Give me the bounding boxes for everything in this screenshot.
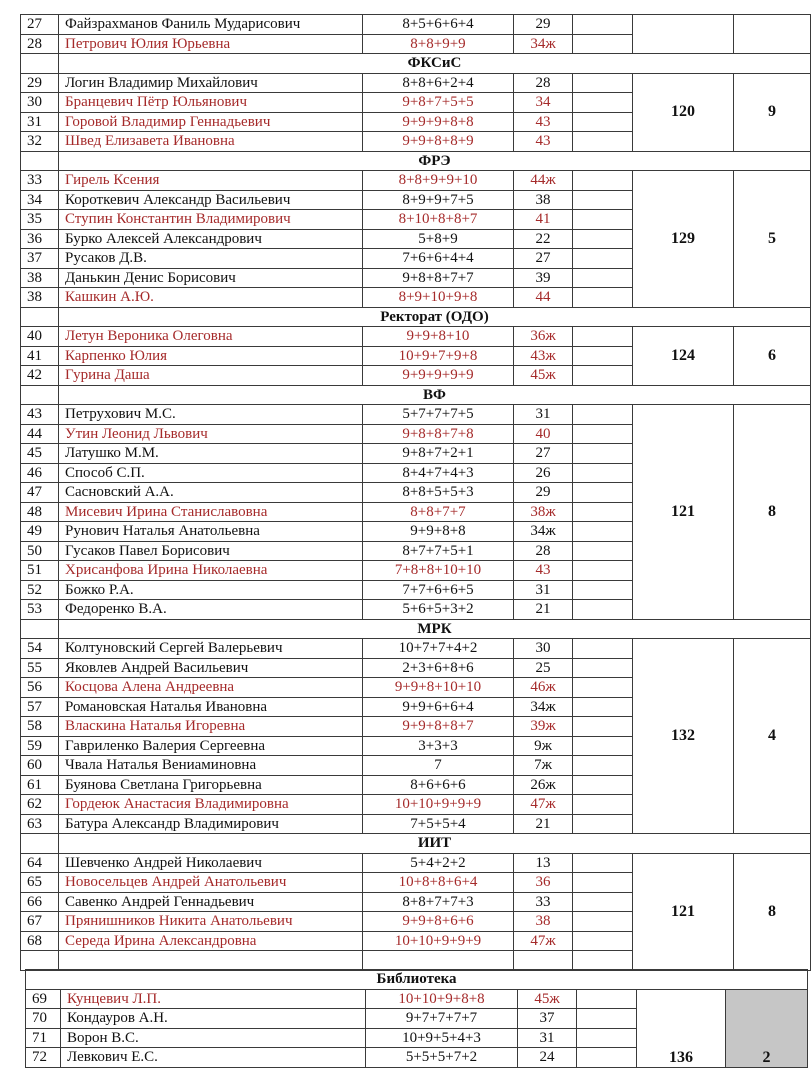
- participant-total: 36ж: [514, 327, 573, 347]
- score-breakdown: 8+10+8+8+7: [363, 210, 514, 230]
- group-total: [633, 15, 734, 54]
- row-number: 66: [21, 892, 59, 912]
- participant-name: Буянова Светлана Григорьевна: [59, 775, 363, 795]
- participant-total: 21: [514, 814, 573, 834]
- score-breakdown: 8+8+9+9: [363, 34, 514, 54]
- score-breakdown: 8+8+6+2+4: [363, 73, 514, 93]
- row-number: 29: [21, 73, 59, 93]
- score-breakdown: 8+4+7+4+3: [363, 463, 514, 483]
- section-title: ФКСиС: [59, 54, 811, 74]
- empty-cell: [21, 619, 59, 639]
- score-breakdown: 5+8+9: [363, 229, 514, 249]
- empty-cell: [573, 405, 633, 425]
- score-breakdown: 8+8+9+9+10: [363, 171, 514, 191]
- score-breakdown: 7+5+5+4: [363, 814, 514, 834]
- row-number: 38: [21, 288, 59, 308]
- row-number: 48: [21, 502, 59, 522]
- row-number: 27: [21, 15, 59, 35]
- participant-total: 34: [514, 93, 573, 113]
- row-number: 65: [21, 873, 59, 893]
- row-number: 37: [21, 249, 59, 269]
- row-number: 57: [21, 697, 59, 717]
- participant-total: 44: [514, 288, 573, 308]
- score-breakdown: 10+8+8+6+4: [363, 873, 514, 893]
- row-number: 51: [21, 561, 59, 581]
- score-breakdown: 9+8+8+7+7: [363, 268, 514, 288]
- section-title: ВФ: [59, 385, 811, 405]
- row-number: 69: [26, 989, 61, 1009]
- section-header-row: [21, 385, 811, 405]
- participant-name: Хрисанфова Ирина Николаевна: [59, 561, 363, 581]
- row-number: 36: [21, 229, 59, 249]
- participant-name: Горовой Владимир Геннадьевич: [59, 112, 363, 132]
- row-number: 64: [21, 853, 59, 873]
- empty-cell: [573, 658, 633, 678]
- empty-cell: [573, 171, 633, 191]
- participant-name: Утин Леонид Львович: [59, 424, 363, 444]
- score-breakdown: [363, 951, 514, 971]
- empty-cell: [577, 1009, 637, 1029]
- participant-total: 47ж: [514, 795, 573, 815]
- participant-total: 44ж: [514, 171, 573, 191]
- score-breakdown: 5+5+5+7+2: [366, 1048, 518, 1068]
- score-breakdown: 7+6+6+4+4: [363, 249, 514, 269]
- participant-total: 26ж: [514, 775, 573, 795]
- empty-cell: [573, 132, 633, 152]
- table-row: [21, 327, 811, 347]
- participant-name: Ворон В.С.: [61, 1028, 366, 1048]
- score-breakdown: 7+7+6+6+5: [363, 580, 514, 600]
- score-breakdown: 8+9+9+7+5: [363, 190, 514, 210]
- row-number: 61: [21, 775, 59, 795]
- participant-name: Мисевич Ирина Станиславовна: [59, 502, 363, 522]
- empty-cell: [573, 931, 633, 951]
- empty-cell: [573, 463, 633, 483]
- row-number: 42: [21, 366, 59, 386]
- row-number: 47: [21, 483, 59, 503]
- participant-name: Бранцевич Пётр Юльянович: [59, 93, 363, 113]
- row-number: 43: [21, 405, 59, 425]
- empty-cell: [573, 522, 633, 542]
- row-number: 45: [21, 444, 59, 464]
- score-breakdown: 8+8+5+5+3: [363, 483, 514, 503]
- score-breakdown: 3+3+3: [363, 736, 514, 756]
- participant-total: 7ж: [514, 756, 573, 776]
- library-table: [25, 969, 808, 1068]
- participant-name: Середа Ирина Александровна: [59, 931, 363, 951]
- empty-cell: [573, 814, 633, 834]
- group-total: 120: [633, 73, 734, 151]
- row-number: 38: [21, 268, 59, 288]
- empty-cell: [573, 483, 633, 503]
- row-number: 28: [21, 34, 59, 54]
- table-row: [26, 989, 808, 1009]
- section-header-row: [21, 54, 811, 74]
- empty-cell: [573, 229, 633, 249]
- section-title: Библиотека: [26, 970, 808, 990]
- group-place: 9: [734, 73, 811, 151]
- score-breakdown: 5+4+2+2: [363, 853, 514, 873]
- empty-cell: [573, 912, 633, 932]
- empty-cell: [577, 1048, 637, 1068]
- empty-cell: [573, 580, 633, 600]
- section-title: МРК: [59, 619, 811, 639]
- participant-name: Божко Р.А.: [59, 580, 363, 600]
- participant-name: Новосельцев Андрей Анатольевич: [59, 873, 363, 893]
- participant-name: Федоренко В.А.: [59, 600, 363, 620]
- empty-cell: [573, 873, 633, 893]
- row-number: 59: [21, 736, 59, 756]
- participant-total: 31: [514, 405, 573, 425]
- participant-total: 13: [514, 853, 573, 873]
- empty-cell: [21, 54, 59, 74]
- participant-name: Чвала Наталья Вениаминовна: [59, 756, 363, 776]
- section-title: Ректорат (ОДО): [59, 307, 811, 327]
- score-breakdown: 8+8+7+7: [363, 502, 514, 522]
- empty-cell: [573, 892, 633, 912]
- empty-cell: [573, 561, 633, 581]
- row-number: 62: [21, 795, 59, 815]
- section-title: ИИТ: [59, 834, 811, 854]
- participant-total: 29: [514, 15, 573, 35]
- participant-total: 27: [514, 444, 573, 464]
- score-breakdown: 9+9+8+10+10: [363, 678, 514, 698]
- participant-name: Русаков Д.В.: [59, 249, 363, 269]
- participant-total: 43ж: [514, 346, 573, 366]
- participant-total: 30: [514, 639, 573, 659]
- empty-cell: [577, 989, 637, 1009]
- participant-name: Левкович Е.С.: [61, 1048, 366, 1068]
- score-breakdown: 9+9+8+10: [363, 327, 514, 347]
- participant-name: Савенко Андрей Геннадьевич: [59, 892, 363, 912]
- participant-total: 26: [514, 463, 573, 483]
- empty-cell: [573, 541, 633, 561]
- participant-name: Романовская Наталья Ивановна: [59, 697, 363, 717]
- participant-name: Данькин Денис Борисович: [59, 268, 363, 288]
- row-number: 46: [21, 463, 59, 483]
- participant-total: 46ж: [514, 678, 573, 698]
- participant-name: Швед Елизавета Ивановна: [59, 132, 363, 152]
- score-breakdown: 10+7+7+4+2: [363, 639, 514, 659]
- score-breakdown: 10+10+9+9+9: [363, 931, 514, 951]
- row-number: 68: [21, 931, 59, 951]
- participant-total: 38: [514, 190, 573, 210]
- participant-name: Латушко М.М.: [59, 444, 363, 464]
- score-breakdown: 9+9+8+8+9: [363, 132, 514, 152]
- score-breakdown: 2+3+6+8+6: [363, 658, 514, 678]
- score-breakdown: 9+9+6+6+4: [363, 697, 514, 717]
- score-breakdown: 8+7+7+5+1: [363, 541, 514, 561]
- participant-name: Карпенко Юлия: [59, 346, 363, 366]
- row-number: 70: [26, 1009, 61, 1029]
- score-breakdown: 10+9+5+4+3: [366, 1028, 518, 1048]
- participant-total: 31: [518, 1028, 577, 1048]
- participant-total: 31: [514, 580, 573, 600]
- participant-name: Яковлев Андрей Васильевич: [59, 658, 363, 678]
- row-number: 41: [21, 346, 59, 366]
- participant-total: 43: [514, 112, 573, 132]
- row-number: 30: [21, 93, 59, 113]
- empty-cell: [573, 15, 633, 35]
- empty-cell: [573, 346, 633, 366]
- score-breakdown: 5+6+5+3+2: [363, 600, 514, 620]
- participant-total: 33: [514, 892, 573, 912]
- empty-cell: [573, 444, 633, 464]
- participant-name: Петрович Юлия Юрьевна: [59, 34, 363, 54]
- participant-total: 36: [514, 873, 573, 893]
- participant-name: Власкина Наталья Игоревна: [59, 717, 363, 737]
- group-place: 8: [734, 853, 811, 970]
- empty-cell: [573, 853, 633, 873]
- participant-total: 41: [514, 210, 573, 230]
- table-row: [21, 171, 811, 191]
- section-header-row: [21, 834, 811, 854]
- score-breakdown: 9+8+7+2+1: [363, 444, 514, 464]
- participant-name: Способ С.П.: [59, 463, 363, 483]
- section-header-row: [26, 970, 808, 990]
- section-header-row: [21, 307, 811, 327]
- empty-cell: [573, 795, 633, 815]
- group-place: 8: [734, 405, 811, 620]
- empty-cell: [21, 834, 59, 854]
- score-breakdown: 8+9+10+9+8: [363, 288, 514, 308]
- row-number: 55: [21, 658, 59, 678]
- empty-cell: [573, 639, 633, 659]
- participant-name: Гурина Даша: [59, 366, 363, 386]
- empty-cell: [21, 151, 59, 171]
- row-number: 52: [21, 580, 59, 600]
- row-number: 60: [21, 756, 59, 776]
- empty-cell: [573, 756, 633, 776]
- participant-total: 45ж: [518, 989, 577, 1009]
- participant-name: Прянишников Никита Анатольевич: [59, 912, 363, 932]
- table-row: [21, 639, 811, 659]
- score-breakdown: 9+8+7+5+5: [363, 93, 514, 113]
- empty-cell: [573, 600, 633, 620]
- participant-total: 9ж: [514, 736, 573, 756]
- empty-cell: [573, 951, 633, 971]
- empty-cell: [573, 736, 633, 756]
- empty-cell: [573, 502, 633, 522]
- empty-cell: [573, 249, 633, 269]
- participant-total: 43: [514, 132, 573, 152]
- participant-name: Гордеюк Анастасия Владимировна: [59, 795, 363, 815]
- score-breakdown: 9+9+8+8: [363, 522, 514, 542]
- participant-total: 40: [514, 424, 573, 444]
- empty-cell: [573, 366, 633, 386]
- participant-name: Кондауров А.Н.: [61, 1009, 366, 1029]
- participant-total: 21: [514, 600, 573, 620]
- participant-name: Кунцевич Л.П.: [61, 989, 366, 1009]
- participant-total: 34ж: [514, 697, 573, 717]
- row-number: 44: [21, 424, 59, 444]
- score-breakdown: 5+7+7+7+5: [363, 405, 514, 425]
- empty-cell: [573, 775, 633, 795]
- row-number: 72: [26, 1048, 61, 1068]
- participant-total: [514, 951, 573, 971]
- empty-cell: [573, 327, 633, 347]
- participant-total: 43: [514, 561, 573, 581]
- participant-name: Кашкин А.Ю.: [59, 288, 363, 308]
- participant-name: Бурко Алексей Александрович: [59, 229, 363, 249]
- participant-name: Шевченко Андрей Николаевич: [59, 853, 363, 873]
- participant-total: 34ж: [514, 34, 573, 54]
- score-breakdown: 8+6+6+6: [363, 775, 514, 795]
- empty-cell: [573, 268, 633, 288]
- row-number: 67: [21, 912, 59, 932]
- participant-name: Гавриленко Валерия Сергеевна: [59, 736, 363, 756]
- participant-name: Гирель Ксения: [59, 171, 363, 191]
- table-row: [21, 73, 811, 93]
- empty-cell: [573, 73, 633, 93]
- score-breakdown: 9+9+8+6+6: [363, 912, 514, 932]
- participant-total: 39ж: [514, 717, 573, 737]
- participant-name: Колтуновский Сергей Валерьевич: [59, 639, 363, 659]
- participant-name: Сасновский А.А.: [59, 483, 363, 503]
- empty-cell: [573, 717, 633, 737]
- table-row: [21, 15, 811, 35]
- participant-total: 25: [514, 658, 573, 678]
- score-breakdown: 10+10+9+9+9: [363, 795, 514, 815]
- empty-cell: [573, 112, 633, 132]
- group-total: 121: [633, 405, 734, 620]
- empty-cell: [577, 1028, 637, 1048]
- participant-name: Летун Вероника Олеговна: [59, 327, 363, 347]
- row-number: 40: [21, 327, 59, 347]
- group-place: 4: [734, 639, 811, 834]
- empty-cell: [573, 678, 633, 698]
- section-header-row: [21, 151, 811, 171]
- participant-name: Короткевич Александр Васильевич: [59, 190, 363, 210]
- empty-cell: [21, 307, 59, 327]
- participant-total: 27: [514, 249, 573, 269]
- participant-total: 24: [518, 1048, 577, 1068]
- score-breakdown: 10+10+9+8+8: [366, 989, 518, 1009]
- participant-name: Батура Александр Владимирович: [59, 814, 363, 834]
- group-place: 2: [726, 989, 808, 1067]
- row-number: 34: [21, 190, 59, 210]
- row-number: 54: [21, 639, 59, 659]
- score-breakdown: 9+9+8+8+7: [363, 717, 514, 737]
- table-row: [21, 405, 811, 425]
- section-header-row: [21, 619, 811, 639]
- row-number: 53: [21, 600, 59, 620]
- row-number: 58: [21, 717, 59, 737]
- score-breakdown: 9+7+7+7+7: [366, 1009, 518, 1029]
- empty-cell: [573, 34, 633, 54]
- group-total: 124: [633, 327, 734, 386]
- score-breakdown: 7+8+8+10+10: [363, 561, 514, 581]
- empty-cell: [573, 697, 633, 717]
- results-table: [20, 14, 811, 971]
- score-breakdown: 10+9+7+9+8: [363, 346, 514, 366]
- participant-total: 38ж: [514, 502, 573, 522]
- group-place: 5: [734, 171, 811, 308]
- empty-cell: [573, 210, 633, 230]
- row-number: 63: [21, 814, 59, 834]
- participant-total: 34ж: [514, 522, 573, 542]
- participant-name: Гусаков Павел Борисович: [59, 541, 363, 561]
- score-breakdown: 9+8+8+7+8: [363, 424, 514, 444]
- row-number: 71: [26, 1028, 61, 1048]
- participant-name: Ступин Константин Владимирович: [59, 210, 363, 230]
- participant-name: Косцова Алена Андреевна: [59, 678, 363, 698]
- row-number: 32: [21, 132, 59, 152]
- empty-cell: [21, 385, 59, 405]
- row-number: 49: [21, 522, 59, 542]
- score-breakdown: 9+9+9+9+9: [363, 366, 514, 386]
- row-number: [21, 951, 59, 971]
- empty-cell: [573, 288, 633, 308]
- participant-total: 37: [518, 1009, 577, 1029]
- table-row: [21, 853, 811, 873]
- row-number: 56: [21, 678, 59, 698]
- participant-total: 39: [514, 268, 573, 288]
- empty-cell: [573, 190, 633, 210]
- empty-cell: [573, 93, 633, 113]
- empty-cell: [573, 424, 633, 444]
- group-place: [734, 15, 811, 54]
- group-total: 121: [633, 853, 734, 970]
- participant-name: Логин Владимир Михайлович: [59, 73, 363, 93]
- participant-total: 47ж: [514, 931, 573, 951]
- participant-name: [59, 951, 363, 971]
- participant-total: 38: [514, 912, 573, 932]
- score-breakdown: 7: [363, 756, 514, 776]
- score-breakdown: 8+5+6+6+4: [363, 15, 514, 35]
- row-number: 31: [21, 112, 59, 132]
- participant-total: 29: [514, 483, 573, 503]
- score-breakdown: 9+9+9+8+8: [363, 112, 514, 132]
- row-number: 33: [21, 171, 59, 191]
- group-total: 132: [633, 639, 734, 834]
- participant-name: Петрухович М.С.: [59, 405, 363, 425]
- row-number: 50: [21, 541, 59, 561]
- participant-name: Файзрахманов Фаниль Мударисович: [59, 15, 363, 35]
- participant-name: Рунович Наталья Анатольевна: [59, 522, 363, 542]
- score-breakdown: 8+8+7+7+3: [363, 892, 514, 912]
- participant-total: 45ж: [514, 366, 573, 386]
- group-total: 129: [633, 171, 734, 308]
- group-total: 136: [637, 989, 726, 1067]
- participant-total: 28: [514, 73, 573, 93]
- participant-total: 22: [514, 229, 573, 249]
- row-number: 35: [21, 210, 59, 230]
- section-title: ФРЭ: [59, 151, 811, 171]
- group-place: 6: [734, 327, 811, 386]
- participant-total: 28: [514, 541, 573, 561]
